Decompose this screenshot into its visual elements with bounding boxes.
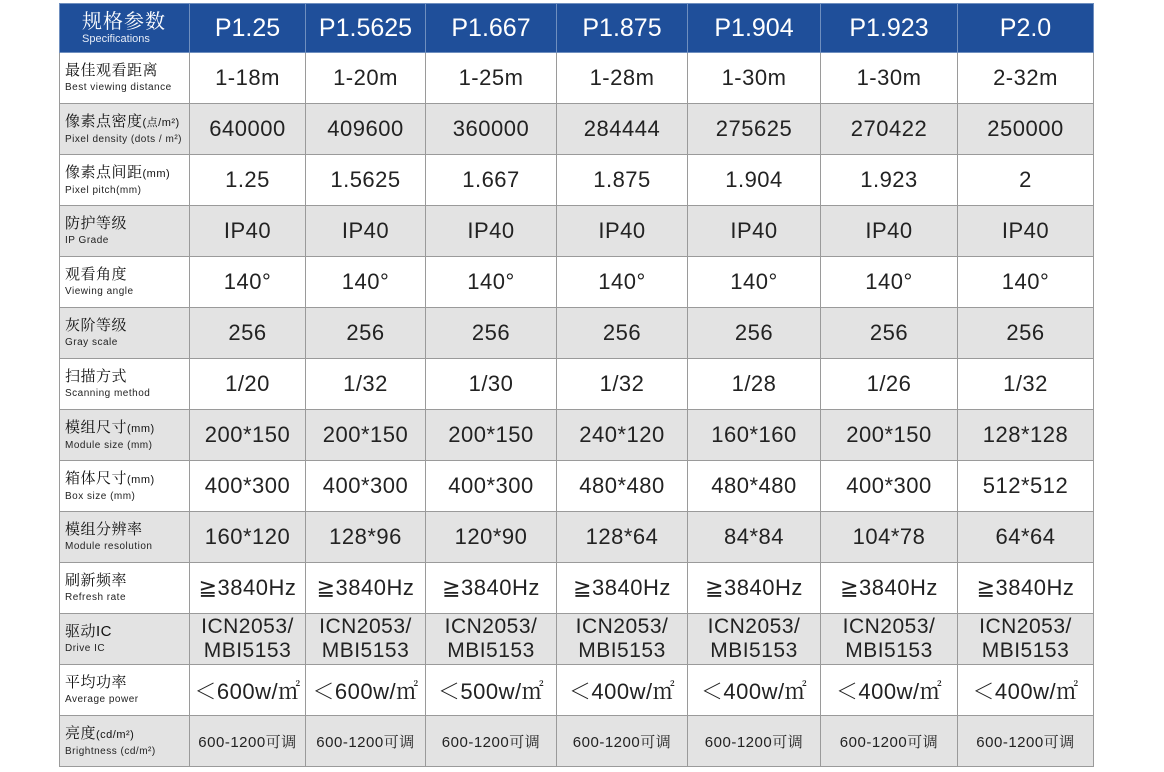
spec-value-cell: ≧3840Hz <box>306 563 426 614</box>
spec-label-cell <box>60 665 190 716</box>
spec-value-cell: IP40 <box>306 206 426 257</box>
spec-label-en: Drive IC <box>65 643 106 654</box>
spec-label-zh <box>65 674 189 692</box>
spec-label-zh <box>65 725 189 744</box>
spec-value-cell: 600-1200可调 <box>557 716 688 767</box>
spec-value-cell: 120*90 <box>426 512 557 563</box>
spec-value-line1: ICN2053/ <box>979 615 1072 638</box>
spec-value-line2: MBI5153 <box>203 639 292 662</box>
specifications-table <box>59 3 1094 767</box>
spec-label-cell <box>60 461 190 512</box>
spec-label-zh-text: 灰阶等级 <box>65 317 128 334</box>
model-header: P1.5625 <box>306 4 426 53</box>
spec-value-cell: 409600 <box>306 104 426 155</box>
spec-value-cell: 140° <box>190 257 306 308</box>
spec-value-cell: 1-30m <box>821 53 958 104</box>
spec-label-unit: (mm) <box>127 473 155 486</box>
spec-label-zh <box>65 572 189 590</box>
spec-value-line1: ICN2053/ <box>842 615 936 638</box>
spec-value-cell: 400*300 <box>426 461 557 512</box>
spec-value-cell: 256 <box>688 308 821 359</box>
spec-value-cell: ＜400w/㎡ <box>821 665 958 716</box>
spec-value-cell: 200*150 <box>306 410 426 461</box>
model-header: P2.0 <box>958 4 1094 53</box>
model-header: P1.875 <box>557 4 688 53</box>
spec-value-cell <box>821 614 958 665</box>
spec-label-cell <box>60 206 190 257</box>
spec-value-cell: 104*78 <box>821 512 958 563</box>
spec-value-cell: 140° <box>306 257 426 308</box>
spec-value-cell: 400*300 <box>821 461 958 512</box>
spec-value-line2: MBI5153 <box>321 639 410 662</box>
spec-row <box>60 410 1094 461</box>
spec-value-cell: ＜400w/㎡ <box>557 665 688 716</box>
spec-value-line2: MBI5153 <box>845 639 933 662</box>
spec-label-zh-text: 亮度 <box>65 724 97 742</box>
spec-value-cell: 1/26 <box>821 359 958 410</box>
spec-value-cell: 640000 <box>190 104 306 155</box>
spec-row <box>60 104 1094 155</box>
spec-label-zh-text: 平均功率 <box>65 674 128 691</box>
spec-label-zh-text: 最佳观看距离 <box>65 62 159 79</box>
spec-value-cell: 256 <box>958 308 1094 359</box>
spec-value-cell: IP40 <box>958 206 1094 257</box>
spec-row <box>60 716 1094 767</box>
spec-value-cell: 1/30 <box>426 359 557 410</box>
spec-value-cell: 250000 <box>958 104 1094 155</box>
spec-row <box>60 257 1094 308</box>
spec-label-en: Average power <box>65 694 139 705</box>
spec-label-cell <box>60 257 190 308</box>
spec-label-zh <box>65 266 189 284</box>
spec-value-cell: 256 <box>190 308 306 359</box>
spec-value-cell: 480*480 <box>557 461 688 512</box>
spec-value-cell: ＜600w/㎡ <box>190 665 306 716</box>
spec-label-en: Scanning method <box>65 388 151 399</box>
spec-value-cell: 1-28m <box>557 53 688 104</box>
spec-value-cell: 160*160 <box>688 410 821 461</box>
spec-value-cell: 200*150 <box>426 410 557 461</box>
spec-row <box>60 614 1094 665</box>
spec-value-cell: ≧3840Hz <box>426 563 557 614</box>
spec-value-cell: 1.875 <box>557 155 688 206</box>
spec-label-en: Viewing angle <box>65 286 134 297</box>
spec-row <box>60 53 1094 104</box>
spec-value-cell: 140° <box>821 257 958 308</box>
spec-value-cell: 200*150 <box>190 410 306 461</box>
spec-value-cell: IP40 <box>821 206 958 257</box>
spec-label-zh <box>65 317 189 335</box>
spec-value-cell <box>426 614 557 665</box>
spec-value-cell <box>688 614 821 665</box>
spec-label-zh-text: 像素点间距 <box>65 163 143 181</box>
spec-value-cell: IP40 <box>688 206 821 257</box>
spec-value-cell: 140° <box>958 257 1094 308</box>
spec-label-en: Gray scale <box>65 337 118 348</box>
spec-label-zh-text: 防护等级 <box>65 215 128 232</box>
spec-value-cell: 1.25 <box>190 155 306 206</box>
spec-value-cell: 512*512 <box>958 461 1094 512</box>
spec-value-line1: ICN2053/ <box>319 615 412 638</box>
header-label-en: Specifications <box>82 32 150 45</box>
spec-row <box>60 665 1094 716</box>
spec-label-cell <box>60 614 190 665</box>
spec-value-cell: 1-30m <box>688 53 821 104</box>
spec-value-cell: ≧3840Hz <box>688 563 821 614</box>
spec-value-cell: ＜600w/㎡ <box>306 665 426 716</box>
spec-value-cell: 400*300 <box>306 461 426 512</box>
spec-label-cell <box>60 716 190 767</box>
spec-value-cell: ＜400w/㎡ <box>958 665 1094 716</box>
spec-label-en: Box size (mm) <box>65 490 136 502</box>
spec-value-cell: IP40 <box>557 206 688 257</box>
spec-label-cell <box>60 359 190 410</box>
spec-value-cell: ≧3840Hz <box>958 563 1094 614</box>
spec-label-zh-text: 观看角度 <box>65 266 128 283</box>
spec-label-zh <box>65 113 189 132</box>
spec-label-zh <box>65 368 189 386</box>
spec-row <box>60 359 1094 410</box>
spec-label-en: Pixel pitch(mm) <box>65 184 142 196</box>
spec-value-cell: 128*128 <box>958 410 1094 461</box>
model-header: P1.25 <box>190 4 306 53</box>
spec-value-cell: 84*84 <box>688 512 821 563</box>
spec-value-cell: 1-25m <box>426 53 557 104</box>
spec-label-cell <box>60 155 190 206</box>
spec-label-zh-text: 模组尺寸 <box>65 418 128 436</box>
spec-label-zh-text: 驱动IC <box>65 623 113 640</box>
spec-value-cell: 140° <box>688 257 821 308</box>
spec-value-line1: ICN2053/ <box>575 615 669 638</box>
model-header: P1.923 <box>821 4 958 53</box>
spec-row <box>60 512 1094 563</box>
spec-value-cell: 400*300 <box>190 461 306 512</box>
spec-label-unit: (mm) <box>127 422 155 435</box>
spec-label-cell <box>60 104 190 155</box>
spec-value-cell: 64*64 <box>958 512 1094 563</box>
spec-label-en: Module resolution <box>65 541 153 552</box>
header-label-cell <box>60 4 190 53</box>
spec-value-cell: 256 <box>306 308 426 359</box>
spec-label-cell <box>60 308 190 359</box>
spec-value-cell: 1.923 <box>821 155 958 206</box>
spec-value-cell: 600-1200可调 <box>190 716 306 767</box>
spec-value-line2: MBI5153 <box>710 639 798 662</box>
spec-label-zh-text: 模组分辨率 <box>65 521 143 538</box>
spec-label-cell <box>60 53 190 104</box>
spec-value-cell: ≧3840Hz <box>821 563 958 614</box>
spec-label-cell <box>60 563 190 614</box>
spec-value-cell: IP40 <box>190 206 306 257</box>
spec-value-cell: 256 <box>426 308 557 359</box>
spec-value-cell: 128*96 <box>306 512 426 563</box>
header-label-zh: 规格参数 <box>82 10 166 33</box>
specifications-body <box>60 53 1094 767</box>
spec-row <box>60 563 1094 614</box>
spec-value-cell <box>190 614 306 665</box>
spec-label-zh <box>65 521 189 539</box>
header-row <box>60 4 1094 53</box>
spec-value-cell: 1/32 <box>557 359 688 410</box>
spec-label-zh <box>65 215 189 233</box>
spec-row <box>60 206 1094 257</box>
spec-value-line1: ICN2053/ <box>201 615 294 638</box>
spec-label-zh <box>65 470 189 489</box>
spec-value-cell: 1.667 <box>426 155 557 206</box>
spec-label-en: Refresh rate <box>65 592 127 603</box>
spec-value-cell: 600-1200可调 <box>426 716 557 767</box>
spec-value-cell: 140° <box>426 257 557 308</box>
spec-label-zh-text: 扫描方式 <box>65 368 128 385</box>
model-header: P1.904 <box>688 4 821 53</box>
spec-label-zh-text: 像素点密度 <box>65 112 143 130</box>
spec-value-cell: 2-32m <box>958 53 1094 104</box>
spec-value-cell: 256 <box>821 308 958 359</box>
spec-value-cell: ≧3840Hz <box>557 563 688 614</box>
spec-value-cell: 1.5625 <box>306 155 426 206</box>
spec-label-zh-text: 刷新频率 <box>65 572 128 589</box>
spec-value-cell: 1.904 <box>688 155 821 206</box>
spec-value-cell: 360000 <box>426 104 557 155</box>
spec-value-cell: 140° <box>557 257 688 308</box>
spec-value-line1: ICN2053/ <box>707 615 801 638</box>
spec-value-cell: 1/32 <box>958 359 1094 410</box>
spec-value-line2: MBI5153 <box>981 639 1070 662</box>
spec-label-unit: (点/m²) <box>142 116 180 129</box>
spec-value-cell: ≧3840Hz <box>190 563 306 614</box>
spec-value-cell: 270422 <box>821 104 958 155</box>
spec-label-cell <box>60 512 190 563</box>
spec-row <box>60 308 1094 359</box>
spec-label-cell <box>60 410 190 461</box>
spec-label-en: IP Grade <box>65 235 109 246</box>
spec-value-cell: 160*120 <box>190 512 306 563</box>
spec-row <box>60 461 1094 512</box>
spec-value-cell: 600-1200可调 <box>821 716 958 767</box>
spec-label-zh <box>65 419 189 438</box>
spec-value-cell: 275625 <box>688 104 821 155</box>
spec-value-cell: 1/20 <box>190 359 306 410</box>
spec-value-cell <box>958 614 1094 665</box>
spec-value-cell: ＜500w/㎡ <box>426 665 557 716</box>
spec-label-zh <box>65 164 189 183</box>
spec-value-cell: 256 <box>557 308 688 359</box>
spec-row <box>60 155 1094 206</box>
spec-value-cell: 284444 <box>557 104 688 155</box>
spec-value-cell: 1-20m <box>306 53 426 104</box>
spec-value-cell: 1-18m <box>190 53 306 104</box>
spec-value-cell: 480*480 <box>688 461 821 512</box>
spec-value-cell: 600-1200可调 <box>958 716 1094 767</box>
spec-value-cell: 1/28 <box>688 359 821 410</box>
spec-label-en: Module size (mm) <box>65 439 153 451</box>
spec-value-cell: 1/32 <box>306 359 426 410</box>
spec-label-en: Brightness (cd/m²) <box>65 745 156 757</box>
spec-value-cell <box>306 614 426 665</box>
spec-label-zh <box>65 623 189 641</box>
spec-value-line1: ICN2053/ <box>444 615 538 638</box>
spec-label-en: Best viewing distance <box>65 82 172 93</box>
spec-value-cell: IP40 <box>426 206 557 257</box>
spec-label-unit: (mm) <box>142 167 171 180</box>
spec-value-cell: 200*150 <box>821 410 958 461</box>
spec-value-cell: 2 <box>958 155 1094 206</box>
spec-label-zh <box>65 62 189 80</box>
model-header: P1.667 <box>426 4 557 53</box>
spec-label-unit: (cd/m²) <box>96 728 135 741</box>
spec-value-cell: 600-1200可调 <box>306 716 426 767</box>
spec-value-cell: 128*64 <box>557 512 688 563</box>
spec-value-cell: 600-1200可调 <box>688 716 821 767</box>
spec-label-en: Pixel density (dots / m²) <box>65 133 182 145</box>
spec-value-cell: 240*120 <box>557 410 688 461</box>
spec-value-cell <box>557 614 688 665</box>
spec-value-line2: MBI5153 <box>447 639 535 662</box>
spec-value-line2: MBI5153 <box>578 639 666 662</box>
spec-value-cell: ＜400w/㎡ <box>688 665 821 716</box>
spec-label-zh-text: 箱体尺寸 <box>65 469 128 487</box>
